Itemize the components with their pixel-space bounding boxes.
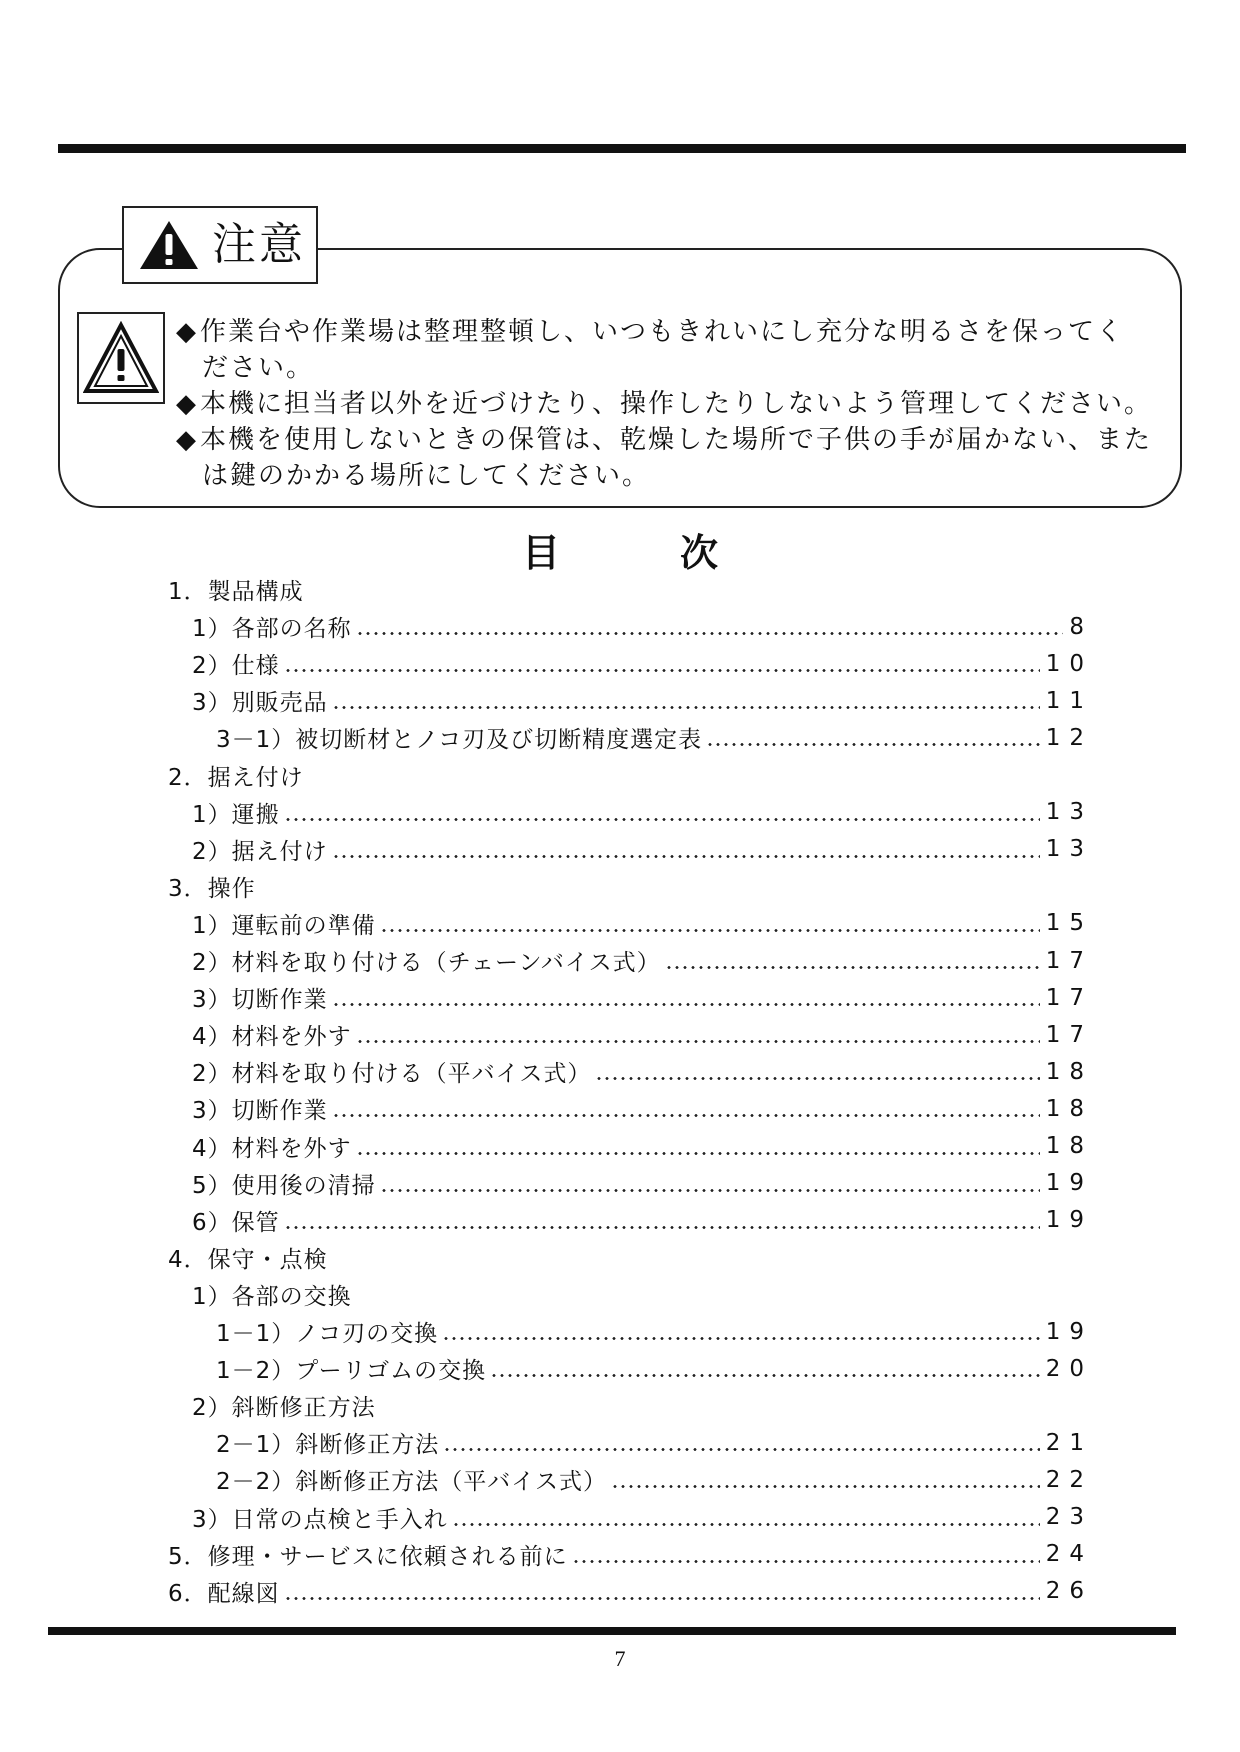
toc-dot-leader xyxy=(611,1485,1040,1488)
toc-entry xyxy=(0,1239,1240,1276)
toc-entry-label: 4）材料を外す xyxy=(192,1024,352,1051)
toc-entry xyxy=(0,831,1240,868)
caution-header xyxy=(122,206,318,284)
toc-entry-label: 3）切断作業 xyxy=(192,987,328,1014)
caution-note-1-line1: 作業台や作業場は整理整頓し、いつもきれいにし充分な明るさを保ってく xyxy=(200,317,1125,347)
toc-entry xyxy=(0,1536,1240,1573)
toc-entry-page: 18 xyxy=(1045,1058,1093,1085)
toc-entry-page: 19 xyxy=(1045,1207,1093,1234)
toc-title: 目次 xyxy=(521,531,838,575)
toc-entry-page: 17 xyxy=(1045,1021,1093,1048)
toc-dot-leader xyxy=(572,1560,1040,1563)
toc-entry xyxy=(0,1461,1240,1498)
toc-dot-leader xyxy=(443,1448,1039,1451)
toc-entry-label: 2－2）斜断修正方法（平バイス式） xyxy=(216,1469,608,1496)
toc-entry xyxy=(0,1313,1240,1350)
toc-entry-label: 3）切断作業 xyxy=(192,1098,328,1125)
caution-note-3 xyxy=(176,422,1152,494)
toc-entry-label: 2）仕様 xyxy=(192,653,280,680)
toc-entry-page: 12 xyxy=(1045,724,1093,751)
toc-entry xyxy=(0,1424,1240,1461)
toc-entry-label: 1）各部の交換 xyxy=(192,1283,352,1310)
toc-entry-page: 15 xyxy=(1045,910,1093,937)
toc-entry xyxy=(0,608,1240,645)
toc-entry xyxy=(0,1165,1240,1202)
caution-note-3-line2: は鍵のかかる場所にしてください。 xyxy=(202,461,651,491)
toc-entry-page: 10 xyxy=(1045,650,1093,677)
toc-entry xyxy=(0,1387,1240,1424)
toc-entry-label: 1－1）ノコ刃の交換 xyxy=(216,1321,439,1347)
toc-entry xyxy=(0,1573,1240,1610)
toc-entry-label: 3）日常の点検と手入れ xyxy=(192,1506,448,1533)
toc-entry-label: 3－1）被切断材とノコ刃及び切断精度選定表 xyxy=(216,727,703,754)
toc-dot-leader xyxy=(595,1077,1039,1080)
toc-dot-leader xyxy=(452,1523,1040,1526)
caution-note-2 xyxy=(176,386,1152,422)
toc-dot-leader xyxy=(490,1374,1040,1377)
toc-entry xyxy=(0,719,1240,756)
toc-entry-page: 21 xyxy=(1045,1429,1093,1456)
toc-entry xyxy=(0,645,1240,682)
caution-note-1-line2: ださい。 xyxy=(202,353,315,383)
toc-entry-label: 5）使用後の清掃 xyxy=(192,1172,376,1199)
toc-entry-label: 2）斜断修正方法 xyxy=(192,1395,376,1422)
toc-dot-leader xyxy=(356,632,1064,635)
caution-note-1 xyxy=(176,314,1124,386)
toc-dot-leader xyxy=(706,743,1040,746)
diamond-bullet-icon: ◆ xyxy=(176,317,198,347)
toc-dot-leader xyxy=(442,1337,1040,1340)
toc-entry-page: 20 xyxy=(1045,1355,1093,1382)
toc-entry-label: 4）材料を外す xyxy=(192,1135,352,1162)
toc-entry xyxy=(0,1128,1240,1165)
diamond-bullet-icon: ◆ xyxy=(176,425,198,455)
toc-dot-leader xyxy=(356,1040,1040,1043)
toc-dot-leader xyxy=(332,706,1040,709)
toc-entry-label: 4．保守・点検 xyxy=(168,1246,328,1273)
toc-entry-label: 1）各部の名称 xyxy=(192,616,352,643)
toc-entry xyxy=(0,571,1240,608)
toc-entry-label: 1－2）プーリゴムの交換 xyxy=(216,1358,487,1385)
toc-entry xyxy=(0,757,1240,794)
toc-entry-label: 6．配線図 xyxy=(168,1580,280,1607)
toc-dot-leader xyxy=(332,1003,1040,1006)
toc-dot-leader xyxy=(284,1597,1040,1600)
toc-entry-label: 2）材料を取り付ける（平バイス式） xyxy=(192,1061,592,1088)
toc-entry-label: 3）別販売品 xyxy=(192,690,328,717)
toc-entry-page: 18 xyxy=(1045,1095,1093,1122)
toc-entry-label: 5．修理・サービスに依頼される前に xyxy=(168,1543,568,1570)
toc-entry-page: 13 xyxy=(1045,799,1093,826)
toc-entry-label: 2．据え付け xyxy=(168,764,304,791)
caution-side-icon-frame xyxy=(77,312,165,404)
diamond-bullet-icon: ◆ xyxy=(176,389,198,419)
toc-dot-leader xyxy=(665,966,1040,969)
warning-triangle-icon xyxy=(138,219,200,271)
toc-entry-page: 17 xyxy=(1045,984,1093,1011)
page-number: 7 xyxy=(614,1646,626,1671)
toc-entry-page: 13 xyxy=(1045,836,1093,863)
toc-entry-label: 3．操作 xyxy=(168,875,256,902)
toc-entry-label: 2－1）斜断修正方法 xyxy=(216,1432,440,1459)
toc-dot-leader xyxy=(284,1226,1040,1229)
toc-dot-leader xyxy=(332,1114,1040,1117)
toc-entry-page: 24 xyxy=(1045,1541,1093,1568)
toc-entry xyxy=(0,794,1240,831)
toc-entry-page: 17 xyxy=(1045,947,1093,974)
toc-entry-label: 1．製品構成 xyxy=(168,579,304,605)
toc-entry-page: 18 xyxy=(1045,1133,1093,1159)
caution-note-2-line1: 本機に担当者以外を近づけたり、操作したりしないよう管理してください。 xyxy=(200,389,1153,419)
toc-entry xyxy=(0,979,1240,1016)
toc-entry xyxy=(0,1202,1240,1239)
toc-entry xyxy=(0,1276,1240,1313)
toc-dot-leader xyxy=(284,669,1040,672)
toc-dot-leader xyxy=(284,818,1040,821)
toc-entry xyxy=(0,868,1240,905)
toc-entry xyxy=(0,1016,1240,1053)
warning-triangle-outline-icon xyxy=(83,321,159,395)
bottom-rule xyxy=(48,1627,1176,1635)
toc-dot-leader xyxy=(380,1189,1040,1192)
toc-entry-page: 26 xyxy=(1045,1578,1093,1605)
toc-entry-page: 8 xyxy=(1069,613,1093,640)
toc-entry-page: 23 xyxy=(1045,1504,1093,1530)
toc-entry-page: 22 xyxy=(1045,1466,1093,1493)
toc-entry xyxy=(0,942,1240,979)
caution-title: 注意 xyxy=(212,219,306,270)
toc-entry-label: 2）材料を取り付ける（チェーンバイス式） xyxy=(192,950,661,976)
toc-dot-leader xyxy=(380,929,1040,932)
toc-dot-leader xyxy=(356,1152,1040,1155)
toc-entry xyxy=(0,905,1240,942)
toc-entry xyxy=(0,1090,1240,1127)
toc-entry-page: 11 xyxy=(1045,687,1093,714)
toc-entry xyxy=(0,1053,1240,1090)
top-rule xyxy=(58,144,1186,153)
toc-entry-page: 19 xyxy=(1045,1170,1093,1197)
toc-entry xyxy=(0,1350,1240,1387)
toc-entry xyxy=(0,1499,1240,1536)
toc-dot-leader xyxy=(332,855,1040,858)
toc-entry-label: 2）据え付け xyxy=(192,838,328,865)
toc-entry-label: 6）保管 xyxy=(192,1209,280,1236)
toc-entry-page: 19 xyxy=(1045,1318,1093,1345)
toc-entry xyxy=(0,682,1240,719)
toc-entry-label: 1）運搬 xyxy=(192,801,280,828)
toc-entry-label: 1）運転前の準備 xyxy=(192,912,376,939)
caution-note-3-line1: 本機を使用しないときの保管は、乾燥した場所で子供の手が届かない、また xyxy=(200,425,1153,455)
